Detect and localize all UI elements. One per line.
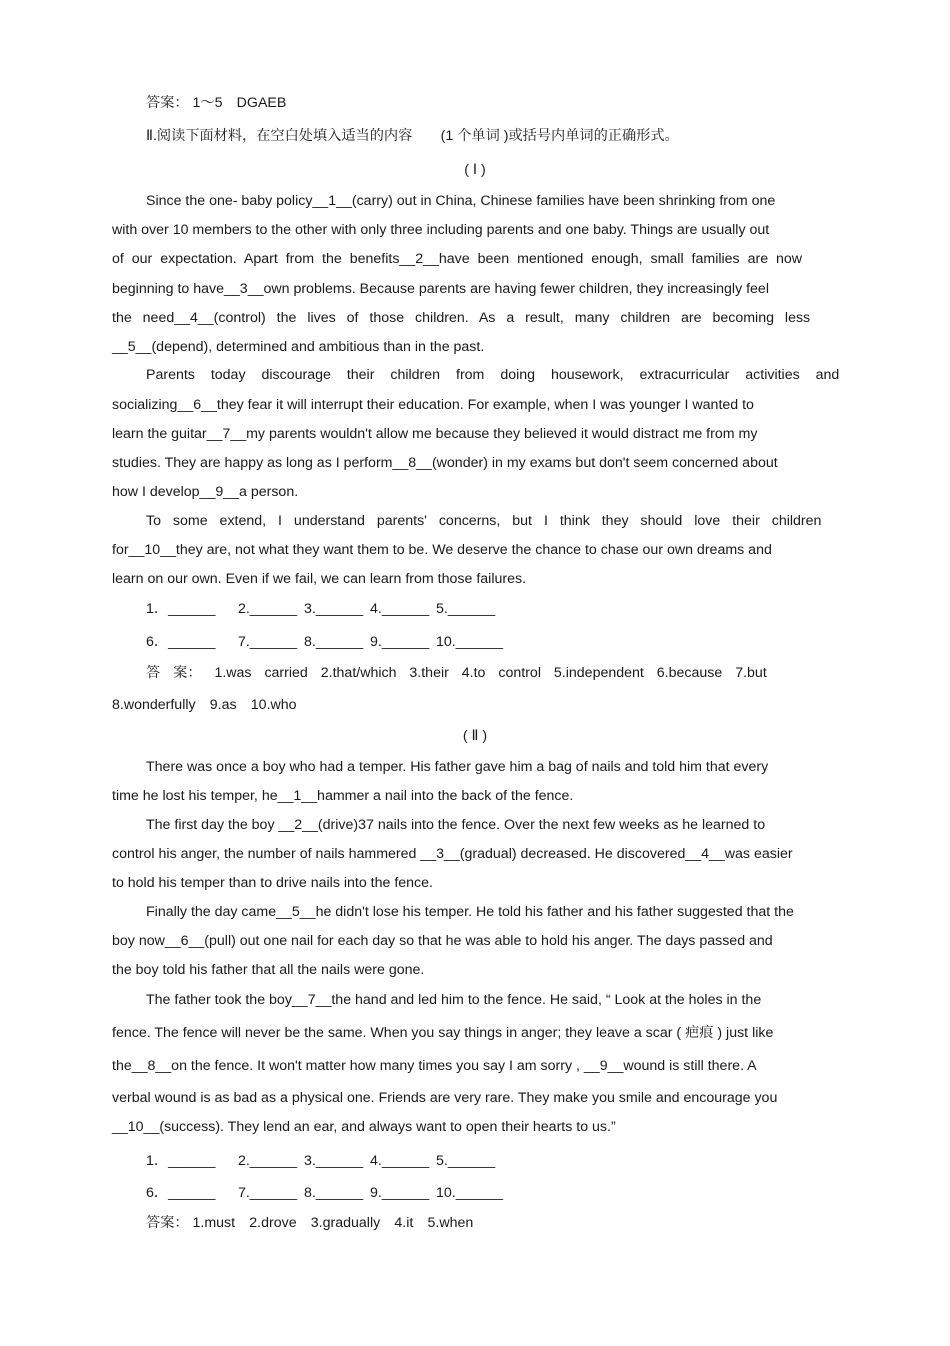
p2-line: the__8__on the fence. It won't matter how many times you say I am sorry , __9__wound is still there. A — [112, 1058, 757, 1074]
blank: 5.______ — [436, 601, 496, 617]
p2-line: to hold his temper than to drive nails into the fence. — [112, 875, 433, 891]
p1-line: how I develop__9__a person. — [112, 484, 299, 500]
blank: 10.______ — [436, 1185, 504, 1201]
blank: 6．______ — [146, 1185, 216, 1201]
blank: 4.______ — [370, 1153, 430, 1169]
passage1-label: ( Ⅰ ) — [464, 162, 486, 178]
blank: 8.______ — [304, 634, 364, 650]
blank: 1．______ — [146, 1153, 216, 1169]
blank: 1．______ — [146, 601, 216, 617]
blank: 9.______ — [370, 634, 430, 650]
p1-blanks-row2 — [146, 633, 503, 651]
p1-line: of our expectation. Apart from the benefits__2__have been mentioned enough, small families are now — [112, 251, 803, 267]
p2-line: boy now__6__(pull) out one nail for each day so that he was able to hold his anger. The days passed and — [112, 933, 773, 949]
p1-line: socializing__6__they fear it will interrupt their education. For example, when I was younger I wanted to — [112, 397, 754, 413]
p2-line: There was once a boy who had a temper. His father gave him a bag of nails and told him that every — [146, 759, 769, 775]
section-heading: Ⅱ.阅读下面材料，在空白处填入适当的内容 (1 个单词 )或括号内单词的正确形式。 — [146, 128, 679, 144]
blank: 6．______ — [146, 634, 216, 650]
blank: 2.______ — [238, 1153, 298, 1169]
p2-line: Finally the day came__5__he didn't lose his temper. He told his father and his father suggested that the — [146, 904, 794, 920]
p2-blanks-row2 — [146, 1184, 503, 1202]
p2-line: fence. The fence will never be the same. When you say things in anger; they leave a scar ( 疤痕 ) just like — [112, 1025, 774, 1041]
p2-line: time he lost his temper, he__1__hammer a nail into the back of the fence. — [112, 788, 574, 804]
blank: 5.______ — [436, 1153, 496, 1169]
passage2-label: ( Ⅱ ) — [462, 728, 488, 744]
p2-answer-line: 答案： 1.must 2.drove 3.gradually 4.it 5.when — [146, 1215, 474, 1231]
blank: 10.______ — [436, 634, 504, 650]
p2-line: __10__(success). They lend an ear, and always want to open their hearts to us.” — [112, 1119, 616, 1135]
p1-line: for__10__they are, not what they want them to be. We deserve the chance to chase our own dreams and — [112, 542, 772, 558]
p2-line: the boy told his father that all the nails were gone. — [112, 962, 425, 978]
blank: 4.______ — [370, 601, 430, 617]
p1-answer-line1: 答 案： 1.was carried 2.that/which 3.their 4.to control 5.independent 6.because 7.but — [146, 665, 767, 681]
p1-line: the need__4__(control) the lives of those children. As a result, many children are becoming less — [112, 310, 811, 326]
blank: 9.______ — [370, 1185, 430, 1201]
p2-line: verbal wound is as bad as a physical one. Friends are very rare. They make you smile and encourage you — [112, 1090, 778, 1106]
p2-blanks-row1 — [146, 1152, 495, 1170]
p2-line: The first day the boy __2__(drive)37 nails into the fence. Over the next few weeks as he learned to — [146, 817, 766, 833]
p2-line: The father took the boy__7__the hand and led him to the fence. He said, “ Look at the holes in the — [146, 992, 762, 1008]
blank: 7.______ — [238, 1185, 298, 1201]
p1-line: Since the one- baby policy__1__(carry) out in China, Chinese families have been shrinking from one — [146, 193, 776, 209]
blank: 3.______ — [304, 601, 364, 617]
blank: 2.______ — [238, 601, 298, 617]
p1-answer-line2: 8.wonderfully 9.as 10.who — [112, 697, 297, 713]
p2-line: control his anger, the number of nails hammered __3__(gradual) decreased. He discovered__4__was easier — [112, 846, 793, 862]
p1-line: To some extend, I understand parents' concerns, but I think they should love their children — [146, 513, 822, 529]
p1-line: learn on our own. Even if we fail, we can learn from those failures. — [112, 571, 527, 587]
p1-line: Parents today discourage their children from doing housework, extracurricular activities and — [146, 367, 840, 383]
p1-blanks-row1 — [146, 600, 495, 618]
p1-line: beginning to have__3__own problems. Because parents are having fewer children, they increasingly feel — [112, 281, 769, 297]
p1-line: learn the guitar__7__my parents wouldn't allow me because they believed it would distract me from my — [112, 426, 758, 442]
blank: 3.______ — [304, 1153, 364, 1169]
blank: 7.______ — [238, 634, 298, 650]
answer-top: 答案： 1～5 DGAEB — [146, 95, 287, 111]
blank: 8.______ — [304, 1185, 364, 1201]
p1-line: with over 10 members to the other with only three including parents and one baby. Things are usually out — [112, 222, 770, 238]
p1-line: __5__(depend), determined and ambitious than in the past. — [112, 339, 485, 355]
p1-line: studies. They are happy as long as I perform__8__(wonder) in my exams but don't seem concerned about — [112, 455, 778, 471]
